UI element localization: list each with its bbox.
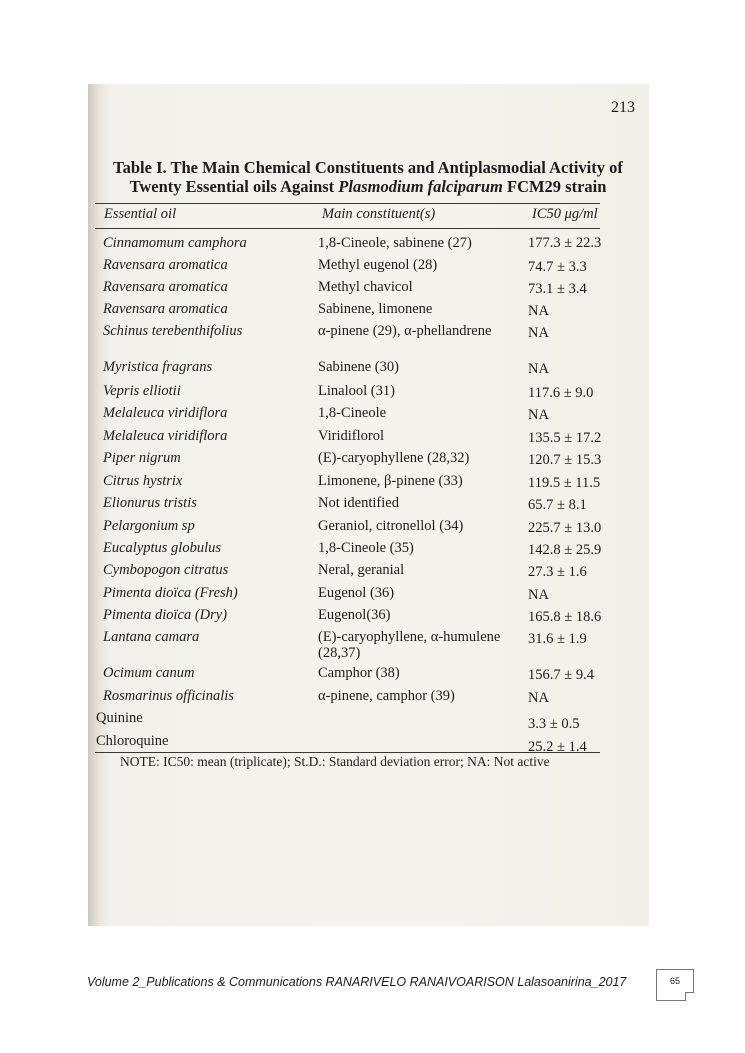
constituent-cell: Limonene, β-pinene (33)	[318, 473, 463, 489]
constituent-cell: Eugenol (36)	[318, 585, 395, 601]
essential-oil-cell: Myristica fragrans	[103, 359, 213, 375]
essential-oil-cell: Rosmarinus officinalis	[103, 688, 234, 704]
constituent-cell: 1,8-Cineole, sabinene (27)	[318, 235, 472, 251]
essential-oil-cell: Eucalyptus globulus	[103, 540, 222, 556]
page-number: 213	[611, 99, 635, 116]
ic50-cell: 119.5 ± 11.5	[528, 475, 601, 491]
constituent-cell: Sabinene (30)	[318, 359, 399, 375]
header-ic50: IC50 μg/ml	[532, 206, 598, 222]
header-essential-oil: Essential oil	[104, 206, 177, 222]
essential-oil-cell: Lantana camara	[103, 629, 200, 645]
essential-oil-cell: Pimenta dioïca (Fresh)	[103, 585, 238, 601]
ic50-cell: 31.6 ± 1.9	[528, 631, 587, 647]
constituent-cell: Not identified	[318, 495, 399, 511]
ic50-cell: 156.7 ± 9.4	[528, 667, 594, 683]
ic50-cell: NA	[528, 303, 549, 319]
constituent-cell: Geraniol, citronellol (34)	[318, 518, 464, 534]
essential-oil-cell: Piper nigrum	[103, 450, 181, 466]
table-title	[108, 158, 628, 196]
essential-oil-cell: Pelargonium sp	[103, 518, 195, 534]
essential-oil-cell: Pimenta dioïca (Dry)	[103, 607, 228, 623]
essential-oil-cell: Elionurus tristis	[103, 495, 197, 511]
table-top-rule	[95, 203, 600, 204]
ic50-cell: NA	[528, 587, 549, 603]
ic50-cell: 25.2 ± 1.4	[528, 739, 587, 755]
essential-oil-cell: Melaleuca viridiflora	[103, 405, 228, 421]
table-title-line-2	[108, 177, 628, 196]
ic50-cell: 117.6 ± 9.0	[528, 385, 594, 401]
constituent-cell: Sabinene, limonene	[318, 301, 433, 317]
essential-oil-cell: Quinine	[96, 710, 143, 726]
essential-oil-cell: Citrus hystrix	[103, 473, 183, 489]
table-note: NOTE: IC50: mean (triplicate); St.D.: Standard deviation error; NA: Not active	[120, 754, 550, 769]
essential-oil-cell: Vepris elliotii	[103, 383, 181, 399]
title-strain: FCM29 strain	[502, 177, 607, 196]
essential-oil-cell: Ravensara aromatica	[103, 279, 228, 295]
constituent-cell: α-pinene (29), α-phellandrene	[318, 323, 492, 339]
ic50-cell: NA	[528, 325, 549, 341]
constituent-cell: α-pinene, camphor (39)	[318, 688, 455, 704]
constituent-cell: (E)-caryophyllene (28,32)	[318, 450, 470, 466]
constituent-cell: Linalool (31)	[318, 383, 395, 399]
table-title-line-1: Table I. The Main Chemical Constituents and Antiplasmodial Activity of	[113, 158, 623, 177]
constituent-cell: Viridiflorol	[318, 428, 384, 444]
ic50-cell: 74.7 ± 3.3	[528, 259, 587, 275]
constituent-cell: (E)-caryophyllene, α-humulene (28,37)	[318, 629, 501, 661]
ic50-cell: 65.7 ± 8.1	[528, 497, 587, 513]
title-species: Plasmodium falciparum	[338, 177, 503, 196]
folded-corner-icon	[685, 992, 694, 1001]
table-bottom-rule	[95, 752, 600, 753]
ic50-cell: 135.5 ± 17.2	[528, 430, 602, 446]
constituent-cell: 1,8-Cineole (35)	[318, 540, 414, 556]
constituent-cell: Neral, geranial	[318, 562, 405, 578]
constituent-cell: Eugenol(36)	[318, 607, 391, 623]
constituent-cell: 1,8-Cineole	[318, 405, 387, 421]
essential-oil-cell: Ocimum canum	[103, 665, 195, 681]
ic50-cell: 177.3 ± 22.3	[528, 235, 602, 251]
footer-page-number: 65	[669, 976, 680, 986]
constituent-cell: Methyl eugenol (28)	[318, 257, 438, 273]
header-main-constituents: Main constituent(s)	[322, 206, 436, 222]
ic50-cell: NA	[528, 361, 549, 377]
essential-oil-cell: Ravensara aromatica	[103, 301, 228, 317]
constituent-cell: Camphor (38)	[318, 665, 400, 681]
constituent-cell: Methyl chavicol	[318, 279, 413, 295]
essential-oil-cell: Cymbopogon citratus	[103, 562, 229, 578]
ic50-cell: 142.8 ± 25.9	[528, 542, 602, 558]
essential-oil-cell: Ravensara aromatica	[103, 257, 228, 273]
essential-oil-cell: Melaleuca viridiflora	[103, 428, 228, 444]
footer-page-box	[656, 969, 694, 1001]
table-header-rule	[95, 228, 600, 229]
footer-text: Volume 2_Publications & Communications RANARIVELO RANAIVOARISON Lalasoanirina_2017	[87, 975, 627, 989]
essential-oil-cell: Cinnamomum camphora	[103, 235, 247, 251]
ic50-cell: 120.7 ± 15.3	[528, 452, 602, 468]
ic50-cell: NA	[528, 407, 549, 423]
essential-oil-cell: Chloroquine	[96, 733, 169, 749]
essential-oil-cell: Schinus terebenthifolius	[103, 323, 243, 339]
ic50-cell: 225.7 ± 13.0	[528, 520, 602, 536]
ic50-cell: 165.8 ± 18.6	[528, 609, 602, 625]
ic50-cell: 73.1 ± 3.4	[528, 281, 587, 297]
ic50-cell: NA	[528, 690, 549, 706]
title-text: Twenty Essential oils Against	[129, 177, 339, 196]
ic50-cell: 3.3 ± 0.5	[528, 716, 580, 732]
ic50-cell: 27.3 ± 1.6	[528, 564, 587, 580]
